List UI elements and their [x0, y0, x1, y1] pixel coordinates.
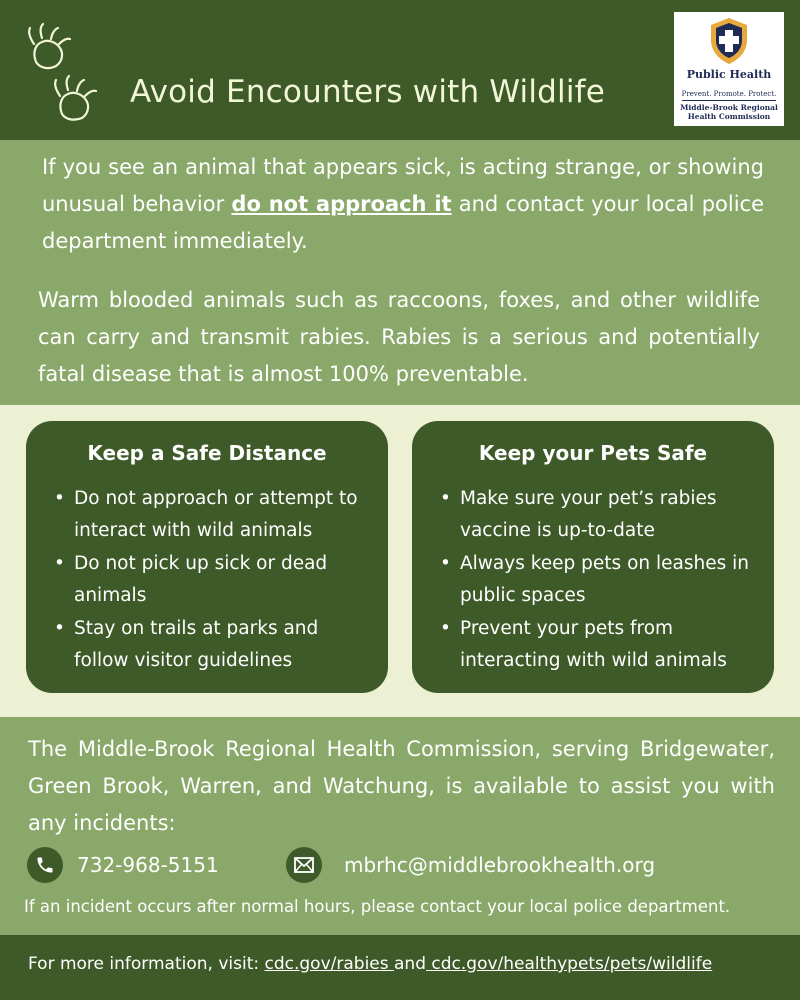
cdc-rabies-link[interactable]: cdc.gov/rabies [264, 954, 395, 974]
tips-list [26, 483, 388, 677]
list-item [412, 483, 774, 547]
list-item [412, 613, 774, 677]
pets-safe-card [412, 421, 774, 693]
list-item-text: Always keep pets on leashes in public spaces [460, 553, 749, 606]
phone-icon [27, 847, 63, 883]
list-item-text: Prevent your pets from interacting with wild animals [460, 618, 727, 671]
logo-tagline: Prevent. Promote. Protect. [682, 90, 777, 101]
safe-distance-card [26, 421, 388, 693]
bullet-dot-icon: • [54, 488, 65, 509]
link-joiner: and [394, 954, 426, 974]
more-info-prefix: For more information, visit: [28, 954, 265, 974]
paw-prints-icon [22, 22, 112, 122]
bullet-dot-icon: • [54, 553, 65, 574]
page-title: Avoid Encounters with Wildlife [130, 74, 606, 110]
commission-text: The Middle-Brook Regional Health Commission, serving Bridgewater, Green Brook, Warren, and Watchung, is available to assist you with any incidents: [28, 737, 775, 835]
tips-section [0, 405, 800, 717]
card-title: Keep your Pets Safe [478, 441, 708, 465]
public-health-logo [674, 12, 784, 126]
email-contact[interactable] [286, 847, 655, 883]
list-item [26, 548, 388, 612]
intro-section [0, 140, 800, 405]
list-item [26, 483, 388, 547]
bullet-dot-icon: • [440, 553, 451, 574]
header [0, 0, 800, 140]
phone-number[interactable]: 732-968-5151 [77, 853, 219, 877]
do-not-approach-emphasis: do not approach it [231, 192, 452, 216]
intro-warning-end: and contact your local police department immediately. [42, 192, 765, 253]
list-item-text: Do not pick up sick or dead animals [74, 553, 328, 606]
rabies-info: Warm blooded animals such as raccoons, foxes, and other wildlife can carry and transmit rabies. Rabies is a serious and potentially fatal disease that is almost 100% preventable. [38, 288, 760, 386]
after-hours-note: If an incident occurs after normal hours, please contact your local police department. [24, 897, 731, 916]
logo-org-line2: Health Commission [687, 112, 771, 121]
cdc-wildlife-link[interactable]: cdc.gov/healthypets/pets/wildlife [426, 954, 713, 974]
list-item-text: Make sure your pet’s rabies vaccine is up-to-date [460, 488, 717, 541]
intro-warning-start: If you see an animal that appears sick, is acting strange, or showing unusual behavior [42, 155, 764, 216]
card-title: Keep a Safe Distance [87, 441, 327, 465]
list-item [412, 548, 774, 612]
bullet-dot-icon: • [54, 618, 65, 639]
list-item-text: Do not approach or attempt to interact with wild animals [74, 488, 358, 541]
logo-org-line1: Middle-Brook Regional [680, 103, 778, 112]
email-address[interactable]: mbrhc@middlebrookhealth.org [344, 853, 656, 877]
intro-warning [42, 149, 764, 260]
list-item-text: Stay on trails at parks and follow visitor guidelines [74, 618, 319, 671]
phone-contact[interactable] [27, 847, 219, 883]
bullet-dot-icon: • [440, 618, 451, 639]
list-item [26, 613, 388, 677]
footer [0, 935, 800, 1000]
logo-name: Public Health [686, 68, 772, 81]
contact-section [0, 717, 800, 935]
tips-list [412, 483, 774, 677]
shield-cross-icon [708, 16, 750, 66]
envelope-icon [286, 847, 322, 883]
bullet-dot-icon: • [440, 488, 451, 509]
more-info-line [28, 954, 712, 974]
